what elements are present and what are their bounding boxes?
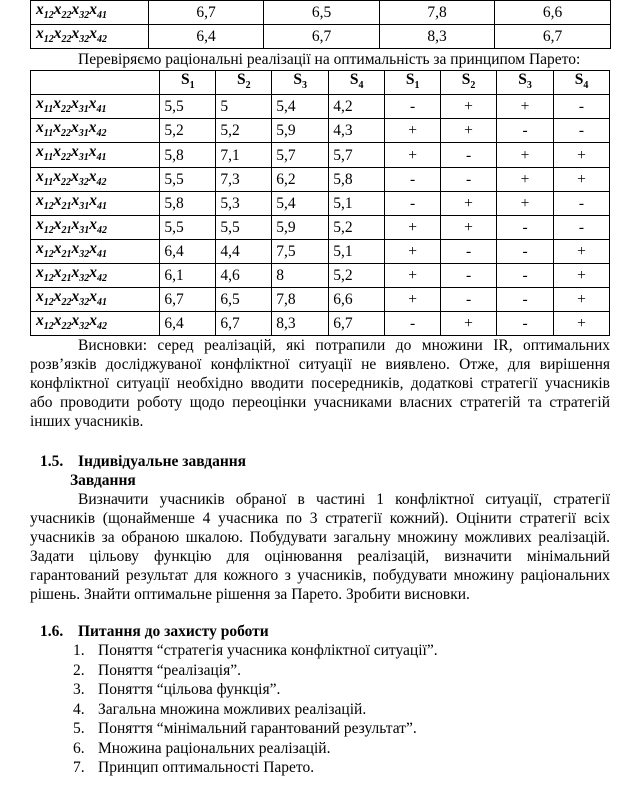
task-text: Визначити учасників обраної в частині 1 конфліктної ситуації, стратегії учасників (щонайменше 4 учасника по 3 стратегії кожний). Оцінити стратегії всіх учасників за обраною шкалою. Побудувати загальну множину можливих реалізацій. Задати цільову функцію для оцінювання реалізацій, визначити мінімальний гарантований результат для кожного з учасників, побудувати множину раціональних рішень. Знайти оптимальне рішення за Парето. Зробити висновки.: [30, 491, 610, 604]
var-index: 12: [43, 10, 54, 22]
strategy-header: [554, 71, 610, 95]
var-symbol: x: [53, 1, 62, 18]
top-table: [30, 0, 611, 49]
question-text: Множина раціональних реалізацій.: [98, 739, 331, 757]
var-index: 22: [61, 321, 72, 333]
table-row: [31, 312, 610, 336]
var-symbol: x: [70, 95, 79, 113]
comparison-sign-cell: +: [385, 143, 441, 167]
var-index: 42: [97, 34, 107, 46]
var-index: 41: [96, 104, 107, 116]
header-index: 2: [245, 80, 251, 92]
var-index: 41: [96, 152, 107, 164]
comparison-sign-cell: -: [385, 95, 441, 119]
score-cell: 5,2: [216, 119, 272, 143]
score-cell: 8,3: [272, 312, 329, 336]
score-cell: 6,7: [216, 312, 272, 336]
strategy-header: [497, 71, 554, 95]
var-symbol: x: [71, 312, 80, 330]
header-index: 4: [583, 80, 589, 92]
comparison-sign-cell: +: [554, 167, 610, 191]
realization-label: [31, 25, 149, 49]
question-text: Поняття “цільова функція”.: [98, 681, 281, 699]
var-symbol: x: [53, 95, 61, 113]
question-number: 2.: [73, 661, 85, 679]
question-text: Загальна множина можливих реалізацій.: [98, 700, 367, 718]
var-index: 12: [43, 224, 54, 236]
score-cell: 7,3: [216, 167, 272, 191]
score-cell: 5,7: [329, 143, 385, 167]
var-symbol: x: [36, 312, 44, 330]
var-symbol: x: [36, 215, 44, 233]
pareto-header-row: [31, 71, 610, 95]
var-symbol: x: [53, 215, 62, 233]
var-index: 21: [61, 200, 72, 212]
question-number: 5.: [73, 720, 85, 738]
realization-label: [31, 119, 160, 143]
var-symbol: x: [71, 288, 80, 306]
var-index: 32: [79, 297, 90, 309]
var-index: 41: [97, 248, 107, 260]
score-cell: 5,5: [216, 215, 272, 239]
var-index: 12: [43, 200, 54, 212]
var-index: 11: [43, 152, 54, 164]
table-row: [31, 25, 611, 49]
header-base: S: [181, 71, 190, 89]
table-row: [31, 288, 610, 312]
comparison-sign-cell: +: [385, 239, 441, 263]
comparison-sign-cell: -: [441, 288, 497, 312]
var-symbol: x: [53, 119, 61, 137]
comparison-sign-cell: +: [385, 215, 441, 239]
var-symbol: x: [71, 1, 80, 18]
score-cell: 5,2: [329, 215, 385, 239]
question-number: 1.: [73, 642, 85, 660]
var-symbol: x: [71, 25, 80, 43]
var-index: 12: [43, 248, 54, 260]
comparison-sign-cell: +: [385, 263, 441, 287]
var-symbol: x: [36, 1, 44, 18]
comparison-sign-cell: -: [554, 191, 610, 215]
corner-cell: [31, 71, 160, 95]
var-index: 32: [79, 273, 90, 285]
var-symbol: x: [36, 143, 44, 161]
var-index: 32: [79, 10, 90, 22]
header-base: S: [518, 71, 527, 89]
var-index: 21: [61, 224, 72, 236]
document-page: [30, 0, 610, 778]
var-symbol: x: [53, 25, 62, 43]
comparison-sign-cell: -: [554, 95, 610, 119]
var-index: 21: [61, 248, 72, 260]
comparison-sign-cell: -: [441, 143, 497, 167]
var-index: 31: [78, 104, 89, 116]
realization-label: [31, 1, 149, 25]
var-index: 22: [60, 128, 71, 140]
score-cell: 6,4: [160, 239, 216, 263]
var-index: 42: [96, 128, 107, 140]
table-row: [31, 119, 610, 143]
var-symbol: x: [88, 119, 97, 137]
header-base: S: [293, 71, 303, 89]
score-cell: 4,6: [216, 263, 272, 287]
comparison-sign-cell: +: [385, 119, 441, 143]
comparison-sign-cell: -: [441, 167, 497, 191]
var-index: 22: [60, 176, 71, 188]
comparison-sign-cell: -: [385, 312, 441, 336]
comparison-sign-cell: +: [497, 167, 554, 191]
var-index: 32: [78, 176, 89, 188]
var-symbol: x: [89, 263, 97, 281]
comparison-sign-cell: +: [497, 191, 554, 215]
intro-text: Перевіряємо раціональні реалізації на оптимальність за принципом Парето:: [78, 51, 581, 69]
list-item: [30, 700, 610, 720]
score-cell: 5,5: [160, 167, 216, 191]
var-index: 12: [43, 273, 54, 285]
score-cell: 6,5: [216, 288, 272, 312]
table-row: [31, 143, 610, 167]
var-index: 22: [61, 34, 72, 46]
comparison-sign-cell: +: [554, 143, 610, 167]
comparison-sign-cell: -: [497, 312, 554, 336]
var-symbol: x: [53, 288, 62, 306]
score-cell: 6,1: [160, 263, 216, 287]
score-cell: 5,9: [272, 119, 329, 143]
realization-label: [31, 143, 160, 167]
var-index: 42: [96, 176, 107, 188]
strategy-header: [160, 71, 216, 95]
score-cell: 5,2: [160, 119, 216, 143]
pareto-table: [30, 70, 610, 336]
comparison-sign-cell: -: [497, 263, 554, 287]
score-cell: 5,4: [272, 191, 329, 215]
score-cell: 5,7: [272, 143, 329, 167]
realization-label: [31, 263, 160, 287]
list-item: [30, 680, 610, 700]
score-cell: 6,6: [329, 288, 385, 312]
score-cell: 5,2: [329, 263, 385, 287]
var-symbol: x: [36, 119, 44, 137]
var-symbol: x: [71, 263, 80, 281]
var-index: 11: [43, 104, 54, 116]
question-list: [30, 641, 610, 778]
score-cell: 6,7: [264, 25, 380, 49]
var-symbol: x: [71, 191, 80, 209]
var-symbol: x: [36, 25, 44, 43]
var-index: 31: [79, 200, 90, 212]
var-index: 12: [43, 297, 54, 309]
section-16-heading: [30, 622, 610, 641]
var-symbol: x: [88, 167, 97, 185]
var-symbol: x: [71, 239, 80, 257]
var-index: 42: [97, 224, 107, 236]
var-symbol: x: [89, 215, 97, 233]
var-index: 22: [60, 104, 71, 116]
score-cell: 7,8: [380, 1, 495, 25]
var-index: 11: [43, 176, 54, 188]
section-16-number: 1.6.: [40, 623, 64, 641]
section-15-number: 1.5.: [40, 453, 64, 471]
score-cell: 5,8: [329, 167, 385, 191]
table-row: [31, 263, 610, 287]
strategy-header: [272, 71, 329, 95]
var-index: 32: [79, 321, 90, 333]
realization-label: [31, 167, 160, 191]
comparison-sign-cell: -: [441, 263, 497, 287]
comparison-sign-cell: +: [441, 191, 497, 215]
var-symbol: x: [36, 95, 44, 113]
realization-label: [31, 239, 160, 263]
list-item: [30, 661, 610, 681]
var-symbol: x: [53, 191, 62, 209]
score-cell: 6,7: [160, 288, 216, 312]
comparison-sign-cell: +: [441, 312, 497, 336]
var-symbol: x: [89, 239, 97, 257]
var-symbol: x: [53, 312, 62, 330]
var-index: 32: [79, 34, 90, 46]
var-index: 31: [79, 224, 90, 236]
var-symbol: x: [70, 167, 79, 185]
score-cell: 7,5: [272, 239, 329, 263]
realization-label: [31, 288, 160, 312]
header-index: 1: [189, 80, 195, 92]
table-row: [31, 239, 610, 263]
list-item: [30, 641, 610, 661]
comparison-sign-cell: +: [497, 95, 554, 119]
var-index: 21: [61, 273, 72, 285]
score-cell: 5: [216, 95, 272, 119]
score-cell: 5,8: [160, 191, 216, 215]
comparison-sign-cell: -: [441, 239, 497, 263]
score-cell: 4,2: [329, 95, 385, 119]
score-cell: 4,3: [329, 119, 385, 143]
var-index: 22: [60, 152, 71, 164]
realization-label: [31, 215, 160, 239]
comparison-sign-cell: +: [554, 239, 610, 263]
var-symbol: x: [36, 239, 44, 257]
var-index: 41: [97, 297, 107, 309]
var-symbol: x: [53, 143, 61, 161]
score-cell: 4,4: [216, 239, 272, 263]
score-cell: 8,3: [380, 25, 495, 49]
var-index: 31: [78, 128, 89, 140]
question-number: 7.: [73, 759, 85, 777]
question-number: 6.: [73, 739, 85, 757]
var-index: 22: [61, 10, 72, 22]
comparison-sign-cell: +: [554, 288, 610, 312]
comparison-sign-cell: +: [554, 263, 610, 287]
score-cell: 6,2: [272, 167, 329, 191]
comparison-sign-cell: -: [497, 288, 554, 312]
var-index: 41: [97, 10, 107, 22]
var-index: 31: [78, 152, 89, 164]
list-item: [30, 719, 610, 739]
var-symbol: x: [89, 1, 97, 18]
var-symbol: x: [71, 215, 80, 233]
var-symbol: x: [53, 167, 61, 185]
header-index: 2: [470, 80, 476, 92]
table-row: [31, 167, 610, 191]
var-symbol: x: [89, 191, 97, 209]
question-text: Поняття “мінімальний гарантований результат”.: [98, 720, 417, 738]
header-index: 3: [526, 80, 532, 92]
table-row: [31, 215, 610, 239]
score-cell: 6,4: [160, 312, 216, 336]
header-base: S: [574, 71, 584, 89]
header-base: S: [236, 71, 246, 89]
comparison-sign-cell: +: [441, 95, 497, 119]
list-item: [30, 739, 610, 759]
var-symbol: x: [36, 263, 44, 281]
section-16-title: Питання до захисту роботи: [78, 623, 269, 641]
comparison-sign-cell: +: [497, 143, 554, 167]
score-cell: 5,9: [272, 215, 329, 239]
score-cell: 5,8: [160, 143, 216, 167]
score-cell: 6,7: [149, 1, 264, 25]
table-row: [31, 1, 611, 25]
var-symbol: x: [70, 119, 79, 137]
var-symbol: x: [70, 143, 79, 161]
var-index: 41: [97, 200, 107, 212]
table-row: [31, 95, 610, 119]
var-symbol: x: [88, 95, 97, 113]
section-15-heading: [30, 452, 610, 471]
score-cell: 6,5: [264, 1, 380, 25]
score-cell: 6,4: [149, 25, 264, 49]
question-text: Принцип оптимальності Парето.: [98, 759, 315, 777]
question-text: Поняття “стратегія учасника конфліктної ситуації”.: [98, 642, 438, 660]
header-base: S: [461, 71, 471, 89]
comparison-sign-cell: -: [554, 215, 610, 239]
var-index: 42: [97, 321, 107, 333]
var-symbol: x: [89, 25, 97, 43]
task-subheading: Завдання: [70, 472, 136, 490]
score-cell: 8: [272, 263, 329, 287]
comparison-sign-cell: +: [441, 119, 497, 143]
strategy-header: [441, 71, 497, 95]
var-index: 22: [61, 297, 72, 309]
list-item: [30, 758, 610, 778]
realization-label: [31, 95, 160, 119]
section-15-title: Індивідуальне завдання: [78, 453, 247, 471]
table-row: [31, 191, 610, 215]
var-symbol: x: [53, 263, 62, 281]
strategy-header: [385, 71, 441, 95]
header-base: S: [405, 71, 415, 89]
comparison-sign-cell: -: [497, 239, 554, 263]
strategy-header: [216, 71, 272, 95]
comparison-sign-cell: +: [441, 215, 497, 239]
score-cell: 5,1: [329, 191, 385, 215]
header-base: S: [349, 71, 359, 89]
comparison-sign-cell: -: [385, 167, 441, 191]
header-index: 3: [302, 80, 308, 92]
score-cell: 5,4: [272, 95, 329, 119]
strategy-header: [329, 71, 385, 95]
var-symbol: x: [36, 191, 44, 209]
question-number: 3.: [73, 681, 85, 699]
realization-label: [31, 191, 160, 215]
var-index: 11: [43, 128, 54, 140]
comparison-sign-cell: +: [385, 288, 441, 312]
var-symbol: x: [89, 288, 97, 306]
var-symbol: x: [88, 143, 97, 161]
score-cell: 6,7: [495, 25, 611, 49]
question-text: Поняття “реалізація”.: [98, 661, 241, 679]
conclusion-text: Висновки: серед реалізацій, які потрапили до множини IR, оптимальних розв’язків досліджуваної конфліктної ситуації не виявлено. Отже, для вирішення конфліктної ситуації необхідно вводити посередників, додаткові стратегії учасників або проводити роботу щодо переоцінки учасниками власних стратегій та стратегій інших учасників.: [30, 337, 610, 431]
score-cell: 7,8: [272, 288, 329, 312]
var-symbol: x: [36, 167, 44, 185]
score-cell: 5,5: [160, 95, 216, 119]
header-index: 4: [358, 80, 364, 92]
comparison-sign-cell: -: [554, 119, 610, 143]
score-cell: 6,6: [495, 1, 611, 25]
comparison-sign-cell: +: [554, 312, 610, 336]
score-cell: 5,5: [160, 215, 216, 239]
question-number: 4.: [73, 700, 85, 718]
score-cell: 5,3: [216, 191, 272, 215]
var-index: 12: [43, 321, 54, 333]
var-symbol: x: [89, 312, 97, 330]
score-cell: 7,1: [216, 143, 272, 167]
realization-label: [31, 312, 160, 336]
score-cell: 5,1: [329, 239, 385, 263]
var-index: 32: [79, 248, 90, 260]
header-index: 1: [414, 80, 420, 92]
score-cell: 6,7: [329, 312, 385, 336]
var-symbol: x: [53, 239, 62, 257]
comparison-sign-cell: -: [497, 215, 554, 239]
var-index: 12: [43, 34, 54, 46]
var-index: 42: [97, 273, 107, 285]
comparison-sign-cell: -: [385, 191, 441, 215]
var-symbol: x: [36, 288, 44, 306]
comparison-sign-cell: -: [497, 119, 554, 143]
